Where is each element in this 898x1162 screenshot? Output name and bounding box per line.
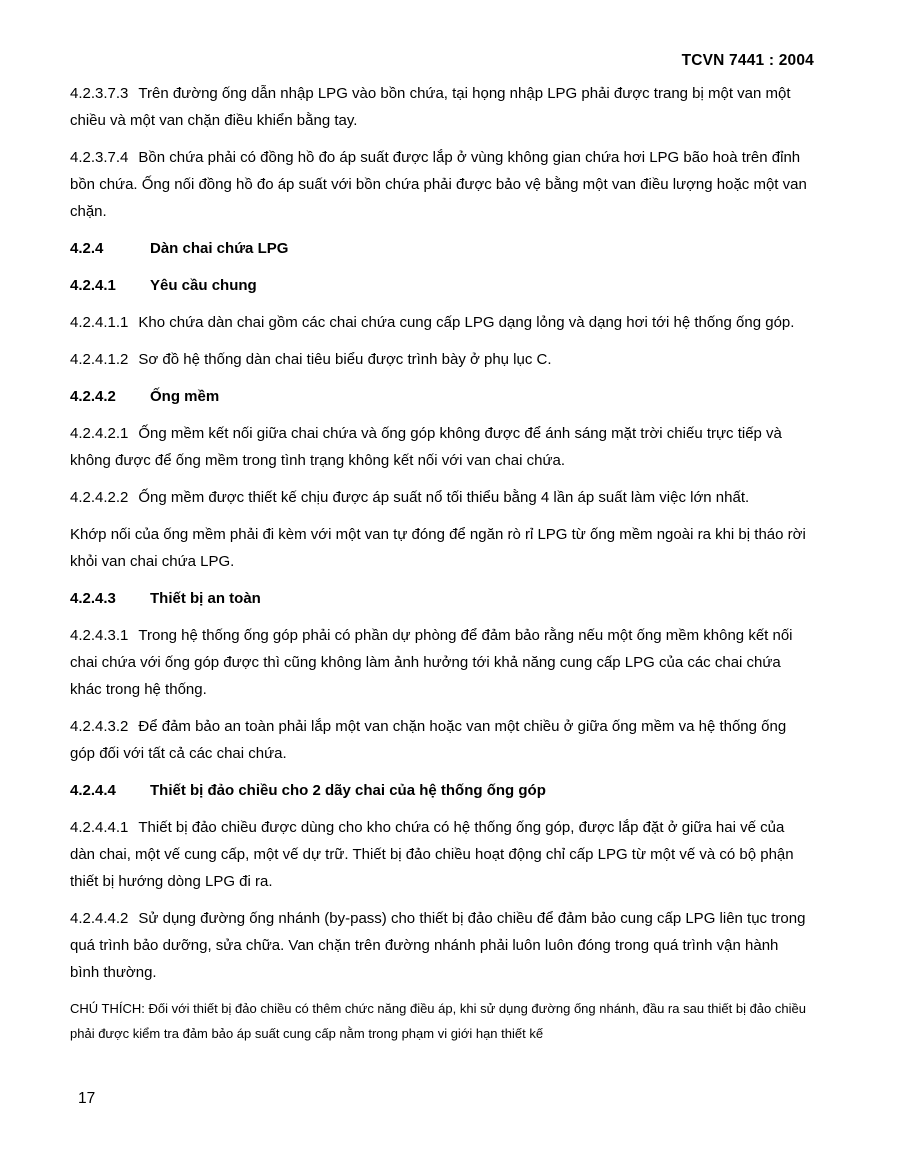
clause-text: CHÚ THÍCH: Đối với thiết bị đảo chiều có thêm chức năng điều áp, khi sử dụng đường ống nhánh, đầu ra sau thiết bị đảo chiều phải được kiểm tra đảm bảo áp suất cung cấp nằm trong phạm vi giới hạn thiết kế (70, 1001, 806, 1041)
clause-text: Sơ đồ hệ thống dàn chai tiêu biểu được trình bày ở phụ lục C. (138, 351, 552, 368)
clause-paragraph (70, 309, 810, 336)
clause-text: Bồn chứa phải có đồng hồ đo áp suất được lắp ở vùng không gian chứa hơi LPG bão hoà trên đỉnh bồn chứa. Ống nối đồng hồ đo áp suất với bồn chứa phải được bảo vệ bằng một van điều lượng hoặc một van chặn. (70, 149, 807, 220)
section-heading (70, 585, 810, 612)
clause-text: Khớp nối của ống mềm phải đi kèm với một van tự đóng để ngăn rò rỉ LPG từ ống mềm ngoài ra khi bị tháo rời khỏi van chai chứa LPG. (70, 526, 806, 570)
clause-number: 4.2.4.3.1 (70, 627, 129, 644)
section-number: 4.2.4 (70, 240, 104, 257)
clause-number: 4.2.4.2.2 (70, 489, 129, 506)
clause-text: Trong hệ thống ống góp phải có phần dự phòng để đảm bảo rằng nếu một ống mềm không kết nối chai chứa với ống góp được thì cũng không làm ảnh hưởng tới khả năng cung cấp LPG của các chai chứa khác trong hệ thống. (70, 627, 793, 698)
section-title: Dàn chai chứa LPG (150, 240, 289, 257)
section-heading (70, 383, 810, 410)
page-number: 17 (78, 1090, 96, 1107)
section-number: 4.2.4.4 (70, 782, 116, 799)
clause-text: Ống mềm kết nối giữa chai chứa và ống góp không được để ánh sáng mặt trời chiếu trực tiếp và không được để ống mềm trong tình trạng không kết nối với van chai chứa. (70, 425, 782, 469)
clause-paragraph (70, 521, 810, 575)
clause-text: Sử dụng đường ống nhánh (by-pass) cho thiết bị đảo chiều để đảm bảo cung cấp LPG liên tục trong quá trình bảo dưỡng, sửa chữa. Van chặn trên đường nhánh phải luôn luôn đóng trong quá trình vận hành bình thường. (70, 910, 806, 981)
section-title: Yêu cầu chung (150, 277, 257, 294)
clause-paragraph (70, 346, 810, 373)
clause-paragraph (70, 420, 810, 474)
section-heading (70, 777, 810, 804)
section-heading (70, 272, 810, 299)
clause-number: 4.2.4.3.2 (70, 718, 129, 735)
clause-text: Kho chứa dàn chai gồm các chai chứa cung cấp LPG dạng lỏng và dạng hơi tới hệ thống ống góp. (138, 314, 795, 331)
clause-paragraph (70, 905, 810, 986)
section-heading (70, 235, 810, 262)
clause-paragraph (70, 484, 810, 511)
clause-paragraph (70, 713, 810, 767)
clause-paragraph (70, 622, 810, 703)
section-title: Thiết bị đảo chiều cho 2 dãy chai của hệ thống ống góp (150, 782, 546, 799)
clause-number: 4.2.3.7.4 (70, 149, 129, 166)
clause-paragraph (70, 814, 810, 895)
clause-number: 4.2.4.1.2 (70, 351, 129, 368)
clause-number: 4.2.3.7.3 (70, 85, 129, 102)
section-number: 4.2.4.1 (70, 277, 116, 294)
note-paragraph (70, 996, 810, 1046)
clause-text: Ống mềm được thiết kế chịu được áp suất nổ tối thiểu bằng 4 lần áp suất làm việc lớn nhất. (138, 489, 750, 506)
clause-paragraph (70, 80, 810, 134)
clause-text: Thiết bị đảo chiều được dùng cho kho chứa có hệ thống ống góp, được lắp đặt ở giữa hai vế của dàn chai, một vế cung cấp, một vế dự trữ. Thiết bị đảo chiều hoạt động chỉ cấp LPG từ một vế và có bộ phận thiết bị hướng dòng LPG đi ra. (70, 819, 794, 890)
document-body (70, 80, 810, 1054)
section-number: 4.2.4.3 (70, 590, 116, 607)
clause-paragraph (70, 144, 810, 225)
section-title: Ống mềm (150, 388, 220, 405)
section-title: Thiết bị an toàn (150, 590, 261, 607)
section-number: 4.2.4.2 (70, 388, 116, 405)
clause-number: 4.2.4.4.1 (70, 819, 129, 836)
clause-text: Trên đường ống dẫn nhập LPG vào bồn chứa, tại họng nhập LPG phải được trang bị một van một chiều và một van chặn điều khiển bằng tay. (70, 85, 791, 129)
clause-number: 4.2.4.1.1 (70, 314, 129, 331)
clause-text: Để đảm bảo an toàn phải lắp một van chặn hoặc van một chiều ở giữa ống mềm va hệ thống ống góp đối với tất cả các chai chứa. (70, 718, 787, 762)
clause-number: 4.2.4.2.1 (70, 425, 129, 442)
clause-number: 4.2.4.4.2 (70, 910, 129, 927)
standard-code-header: TCVN 7441 : 2004 (681, 52, 814, 69)
